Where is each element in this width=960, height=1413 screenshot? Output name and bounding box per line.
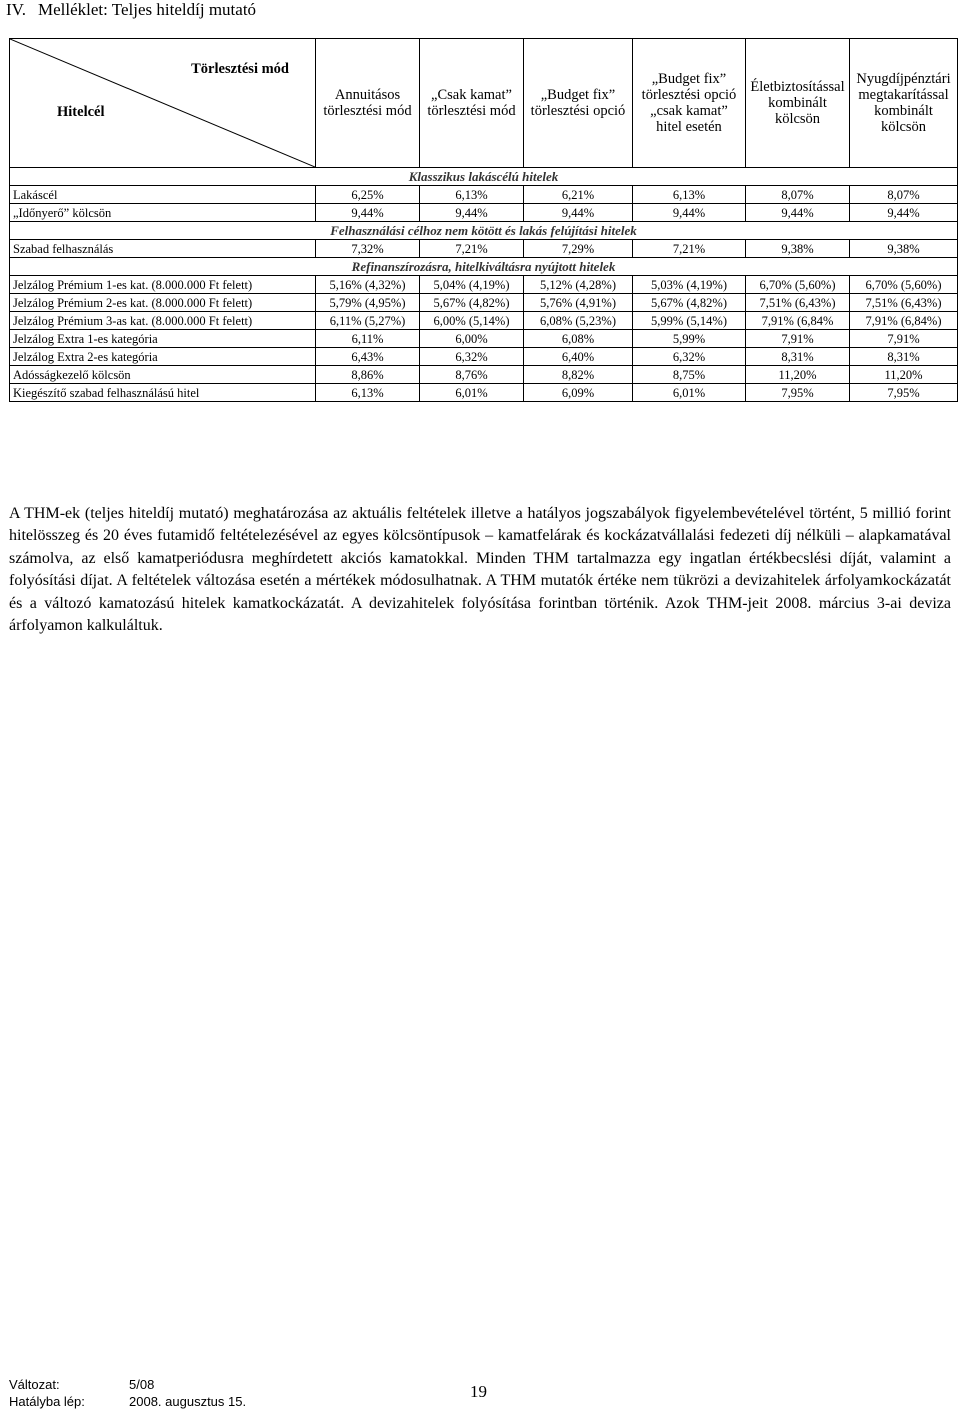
cell-value: 7,21% [420, 240, 524, 258]
cell-value: 8,82% [524, 366, 633, 384]
corner-top-label: Törlesztési mód [191, 61, 289, 77]
cell-value: 6,70% (5,60%) [746, 276, 850, 294]
cell-value: 6,01% [420, 384, 524, 402]
cell-value: 7,91% [850, 330, 958, 348]
cell-value: 9,44% [746, 204, 850, 222]
cell-value: 9,38% [850, 240, 958, 258]
cell-value: 7,51% (6,43%) [746, 294, 850, 312]
cell-value: 6,32% [420, 348, 524, 366]
cell-value: 9,44% [316, 204, 420, 222]
effective-value: 2008. augusztus 15. [129, 1394, 247, 1409]
footer-version [9, 1376, 246, 1393]
corner-bottom-label: Hitelcél [57, 104, 105, 120]
cell-value: 6,01% [633, 384, 746, 402]
cell-value: 7,95% [850, 384, 958, 402]
corner-diagonal [10, 39, 315, 167]
row-label: Jelzálog Prémium 2-es kat. (8.000.000 Ft felett) [10, 294, 316, 312]
explanatory-paragraph: A THM-ek (teljes hiteldíj mutató) meghatározása az aktuális feltételek illetve a hatályos jogszabályok figyelembevételével történt, 5 millió forint hitelösszeg és 20 éves futamidő feltételezésével az egyes kölcsöntípusok – kamatfelárak és kockázatvállalási fedezeti díj nélküli – alapkamatával számolva, az első kamatperiódusra meghírdetett akciós kamatokkal. Minden THM tartalmazza egy ingatlan értékbecslési díját, valamint a folyósítási díjat. A feltételek változása esetén a mértékek módosulhatnak. A THM mutatók értéke nem tükrözi a devizahitelek árfolyamkockázatát és a változó kamatozású hitelek kamatkockázatát. A devizahitelek folyósítása forintban történik. Azok THM-jeit 2008. március 3-ai deviza árfolyamon kalkuláltuk. [9, 505, 951, 635]
cell-value: 6,00% (5,14%) [420, 312, 524, 330]
cell-value: 6,00% [420, 330, 524, 348]
row-label: Lakáscél [10, 186, 316, 204]
version-value: 5/08 [129, 1377, 155, 1392]
cell-value: 5,04% (4,19%) [420, 276, 524, 294]
row-label: Jelzálog Extra 1-es kategória [10, 330, 316, 348]
cell-value: 5,67% (4,82%) [633, 294, 746, 312]
cell-value: 6,11% [316, 330, 420, 348]
table-row [10, 204, 958, 222]
cell-value: 6,09% [524, 384, 633, 402]
corner-cell [10, 39, 316, 168]
cell-value: 8,76% [420, 366, 524, 384]
cell-value: 9,44% [850, 204, 958, 222]
table-row [10, 240, 958, 258]
table-row [10, 348, 958, 366]
cell-value: 6,13% [316, 384, 420, 402]
cell-value: 5,76% (4,91%) [524, 294, 633, 312]
cell-value: 5,16% (4,32%) [316, 276, 420, 294]
row-label: Jelzálog Extra 2-es kategória [10, 348, 316, 366]
cell-value: 6,11% (5,27%) [316, 312, 420, 330]
table-header-row [10, 39, 958, 168]
cell-value: 6,08% [524, 330, 633, 348]
cell-value: 6,08% (5,23%) [524, 312, 633, 330]
cell-value: 9,44% [420, 204, 524, 222]
cell-value: 11,20% [746, 366, 850, 384]
heading-text: Melléklet: Teljes hiteldíj mutató [38, 0, 257, 19]
cell-value: 5,79% (4,95%) [316, 294, 420, 312]
column-header: „Budget fix” törlesztési opció „csak kamat” hitel esetén [633, 39, 746, 168]
page-number: 19 [470, 1382, 487, 1401]
cell-value: 11,20% [850, 366, 958, 384]
table-body [10, 168, 958, 402]
cell-value: 9,38% [746, 240, 850, 258]
column-header: „Csak kamat” törlesztési mód [420, 39, 524, 168]
table-row [10, 384, 958, 402]
cell-value: 7,95% [746, 384, 850, 402]
cell-value: 6,13% [633, 186, 746, 204]
table-row [10, 366, 958, 384]
footer-effective [9, 1393, 246, 1410]
cell-value: 7,51% (6,43%) [850, 294, 958, 312]
column-header: Nyugdíjpénztári megtakarítással kombinált kölcsön [850, 39, 958, 168]
cell-value: 7,29% [524, 240, 633, 258]
footer [9, 1376, 246, 1410]
cell-value: 5,67% (4,82%) [420, 294, 524, 312]
row-label: Kiegészítő szabad felhasználású hitel [10, 384, 316, 402]
cell-value: 5,99% (5,14%) [633, 312, 746, 330]
section-title: Felhasználási célhoz nem kötött és lakás felújítási hitelek [10, 222, 958, 240]
cell-value: 8,75% [633, 366, 746, 384]
cell-value: 8,31% [850, 348, 958, 366]
cell-value: 8,07% [850, 186, 958, 204]
row-label: „Időnyerő” kölcsön [10, 204, 316, 222]
cell-value: 6,43% [316, 348, 420, 366]
cell-value: 7,91% (6,84% [746, 312, 850, 330]
cell-value: 6,32% [633, 348, 746, 366]
column-header: Annuitásos törlesztési mód [316, 39, 420, 168]
cell-value: 6,25% [316, 186, 420, 204]
table-row [10, 276, 958, 294]
section-title: Klasszikus lakáscélú hitelek [10, 168, 958, 186]
cell-value: 7,21% [633, 240, 746, 258]
version-label: Változat: [9, 1377, 60, 1392]
effective-label: Hatályba lép: [9, 1394, 85, 1409]
table-row [10, 294, 958, 312]
row-label: Jelzálog Prémium 1-es kat. (8.000.000 Ft felett) [10, 276, 316, 294]
cell-value: 6,70% (5,60%) [850, 276, 958, 294]
cell-value: 6,13% [420, 186, 524, 204]
heading-number: IV. [6, 0, 26, 19]
column-header: Életbiztosítással kombinált kölcsön [746, 39, 850, 168]
table-row [10, 312, 958, 330]
section-row [10, 168, 958, 186]
cell-value: 6,21% [524, 186, 633, 204]
cell-value: 7,91% (6,84%) [850, 312, 958, 330]
cell-value: 5,03% (4,19%) [633, 276, 746, 294]
thm-table [9, 38, 958, 402]
cell-value: 8,31% [746, 348, 850, 366]
cell-value: 5,12% (4,28%) [524, 276, 633, 294]
table-row [10, 186, 958, 204]
cell-value: 7,32% [316, 240, 420, 258]
cell-value: 9,44% [524, 204, 633, 222]
section-title: Refinanszírozásra, hitelkiváltásra nyújtott hitelek [10, 258, 958, 276]
section-row [10, 222, 958, 240]
cell-value: 6,40% [524, 348, 633, 366]
row-label: Szabad felhasználás [10, 240, 316, 258]
cell-value: 9,44% [633, 204, 746, 222]
row-label: Jelzálog Prémium 3-as kat. (8.000.000 Ft felett) [10, 312, 316, 330]
cell-value: 7,91% [746, 330, 850, 348]
row-label: Adósságkezelő kölcsön [10, 366, 316, 384]
cell-value: 8,07% [746, 186, 850, 204]
cell-value: 8,86% [316, 366, 420, 384]
page-heading [6, 0, 256, 20]
column-header: „Budget fix” törlesztési opció [524, 39, 633, 168]
cell-value: 5,99% [633, 330, 746, 348]
section-row [10, 258, 958, 276]
table-row [10, 330, 958, 348]
